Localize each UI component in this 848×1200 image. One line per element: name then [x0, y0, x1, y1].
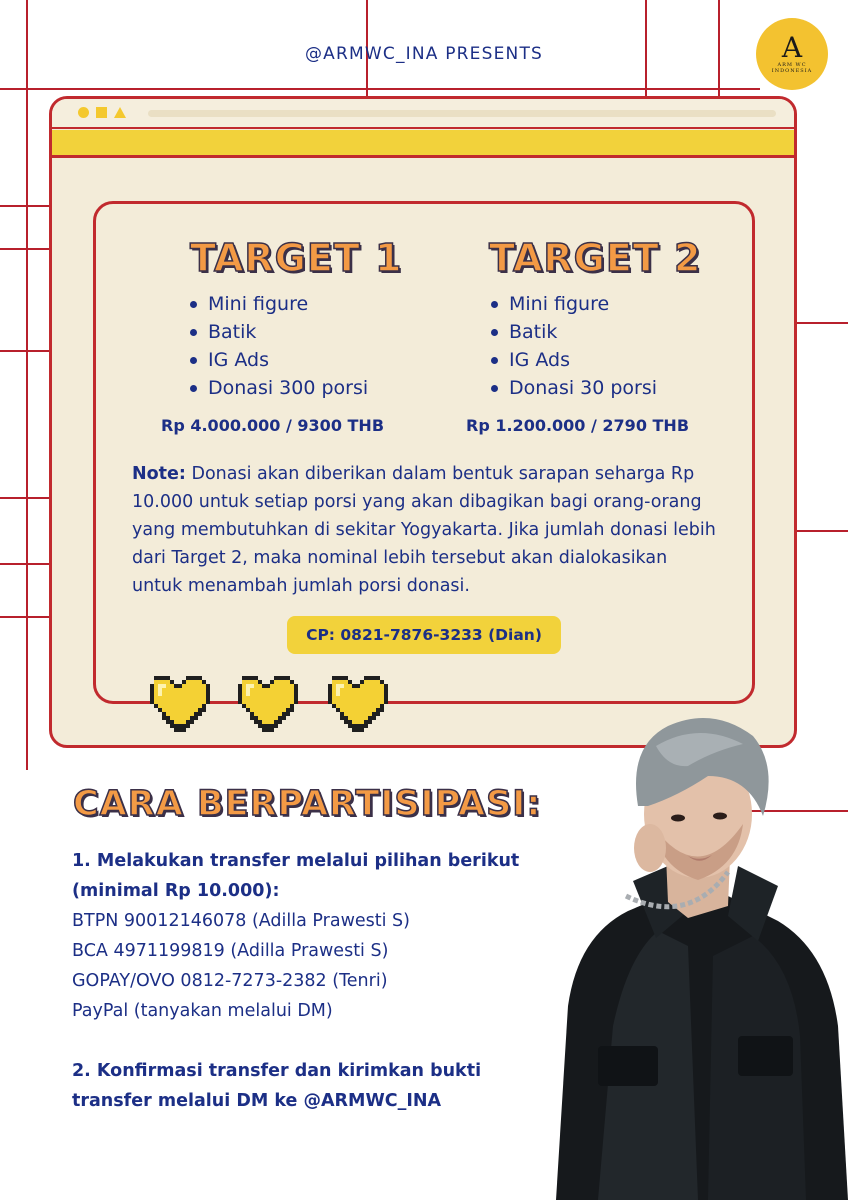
grid-line: [0, 205, 50, 207]
list-item: Batik: [188, 318, 368, 346]
presents-heading: @ARMWC_INA PRESENTS: [304, 44, 544, 64]
account-item: BTPN 90012146078 (Adilla Prawesti S): [72, 911, 410, 931]
account-item: PayPal (tanyakan melalui DM): [72, 1001, 333, 1021]
address-bar: [148, 110, 776, 117]
contact-badge: CP: 0821-7876-3233 (Dian): [287, 616, 561, 654]
target-1-title: TARGET 1: [190, 236, 403, 280]
step-1-minimum: (minimal Rp 10.000):: [72, 881, 280, 901]
participation-steps: [72, 846, 542, 1116]
heart-icon: [324, 676, 388, 732]
window-titlebar: [52, 99, 794, 129]
logo-monogram: A: [781, 31, 803, 64]
triangle-icon: [114, 107, 126, 118]
logo-sub-2: INDONESIA: [771, 68, 813, 74]
heart-icon: [146, 676, 210, 732]
account-item: GOPAY/OVO 0812-7273-2382 (Tenri): [72, 971, 388, 991]
heart-icon: [234, 676, 298, 732]
target-2-price: Rp 1.200.000 / 2790 THB: [466, 416, 690, 435]
grid-line: [797, 530, 848, 532]
donation-note: [132, 460, 722, 600]
person-photo: [538, 706, 848, 1200]
target-1-price: Rp 4.000.000 / 9300 THB: [161, 416, 385, 435]
list-item: Mini figure: [188, 290, 368, 318]
grid-line: [0, 616, 50, 618]
grid-line: [0, 350, 50, 352]
list-item: Batik: [489, 318, 657, 346]
window-toolbar: [52, 130, 794, 158]
participation-title: CARA BERPARTISIPASI:: [73, 784, 542, 824]
step-2-line-1: 2. Konfirmasi transfer dan kirimkan bukti: [72, 1061, 482, 1081]
step-1-heading: 1. Melakukan transfer melalui pilihan berikut: [72, 851, 520, 871]
grid-line: [26, 0, 28, 770]
list-item: IG Ads: [188, 346, 368, 374]
list-item: Mini figure: [489, 290, 657, 318]
note-label: Note:: [132, 464, 186, 484]
grid-line: [0, 563, 50, 565]
list-item: IG Ads: [489, 346, 657, 374]
circle-icon: [78, 107, 89, 118]
target-1-list: [188, 290, 368, 402]
grid-line: [0, 497, 50, 499]
square-icon: [96, 107, 107, 118]
note-text: Donasi akan diberikan dalam bentuk sarapan seharga Rp 10.000 untuk setiap porsi yang akan dibagikan bagi orang-orang yang membutuhkan di sekitar Yogyakarta. Jika jumlah donasi lebih dari Target 2, maka nominal lebih tersebut akan dialokasikan untuk menambah jumlah porsi donasi.: [132, 464, 716, 596]
list-item: Donasi 300 porsi: [188, 374, 368, 402]
target-2-title: TARGET 2: [489, 236, 702, 280]
logo-sub-1: ARM WC: [777, 62, 807, 68]
step-2-line-2: transfer melalui DM ke @ARMWC_INA: [72, 1091, 442, 1111]
brand-logo: [756, 18, 828, 90]
list-item: Donasi 30 porsi: [489, 374, 657, 402]
grid-line: [0, 248, 50, 250]
account-item: BCA 4971199819 (Adilla Prawesti S): [72, 941, 389, 961]
target-2-list: [489, 290, 657, 402]
grid-line: [797, 322, 848, 324]
